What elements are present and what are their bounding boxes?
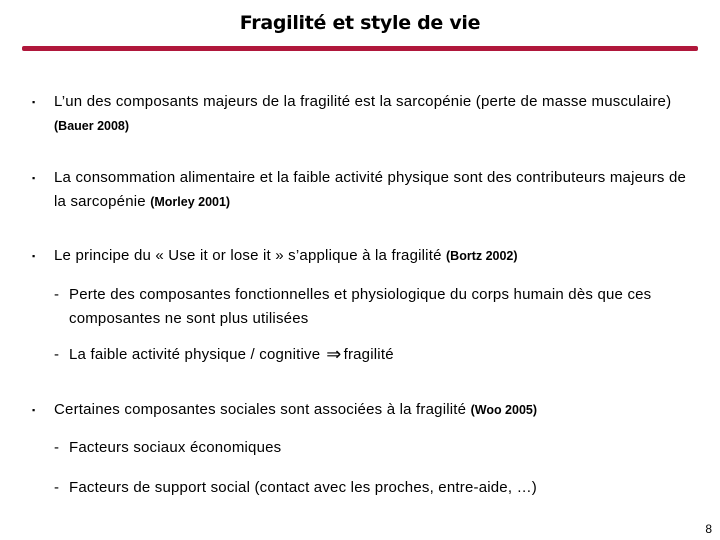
- sub-item: [54, 283, 689, 331]
- sub-item: [54, 476, 689, 500]
- sub-item: [54, 343, 689, 367]
- slide-title: Fragilité et style de vie: [239, 12, 481, 34]
- bullet-reference: (Morley 2001): [150, 195, 231, 209]
- sub-item-dash: -: [54, 439, 60, 456]
- bullet-marker: ▪: [32, 97, 36, 107]
- bullet-text: Le principe du « Use it or lose it » s’applique à la fragilité: [54, 247, 442, 264]
- sub-item-text: fragilité: [343, 346, 394, 363]
- bullet-item: [32, 244, 694, 268]
- sub-item-text: Facteurs de support social (contact avec les proches, entre-aide, …): [69, 479, 537, 496]
- bullet-marker: ▪: [32, 173, 36, 183]
- implies-arrow-icon: ⇒: [326, 344, 342, 364]
- sub-item-dash: -: [54, 346, 60, 363]
- page-number: 8: [705, 522, 712, 536]
- sub-item-dash: -: [54, 479, 60, 496]
- sub-item-text: Facteurs sociaux économiques: [69, 439, 282, 456]
- bullet-text: La consommation alimentaire et la faible activité physique sont des contributeurs majeurs de la sarcopénie: [54, 169, 687, 210]
- sub-item-text: La faible activité physique / cognitive: [69, 346, 321, 363]
- bullet-text: Certaines composantes sociales sont associées à la fragilité: [54, 401, 467, 418]
- bullet-item: [32, 398, 694, 422]
- bullet-text: L’un des composants majeurs de la fragilité est la sarcopénie (perte de masse musculaire): [54, 93, 672, 110]
- title-divider: [22, 46, 698, 51]
- bullet-reference: (Woo 2005): [470, 403, 538, 417]
- sub-item: [54, 436, 689, 460]
- sub-item-dash: -: [54, 286, 60, 303]
- bullet-reference: (Bauer 2008): [54, 119, 130, 133]
- sub-item-text: Perte des composantes fonctionnelles et physiologique du corps humain dès que ces composantes ne sont plus utilisées: [69, 286, 652, 327]
- bullet-reference: (Bortz 2002): [446, 249, 518, 263]
- bullet-item: [32, 166, 694, 214]
- bullet-marker: ▪: [32, 251, 36, 261]
- bullet-item: [32, 90, 694, 138]
- bullet-marker: ▪: [32, 405, 36, 415]
